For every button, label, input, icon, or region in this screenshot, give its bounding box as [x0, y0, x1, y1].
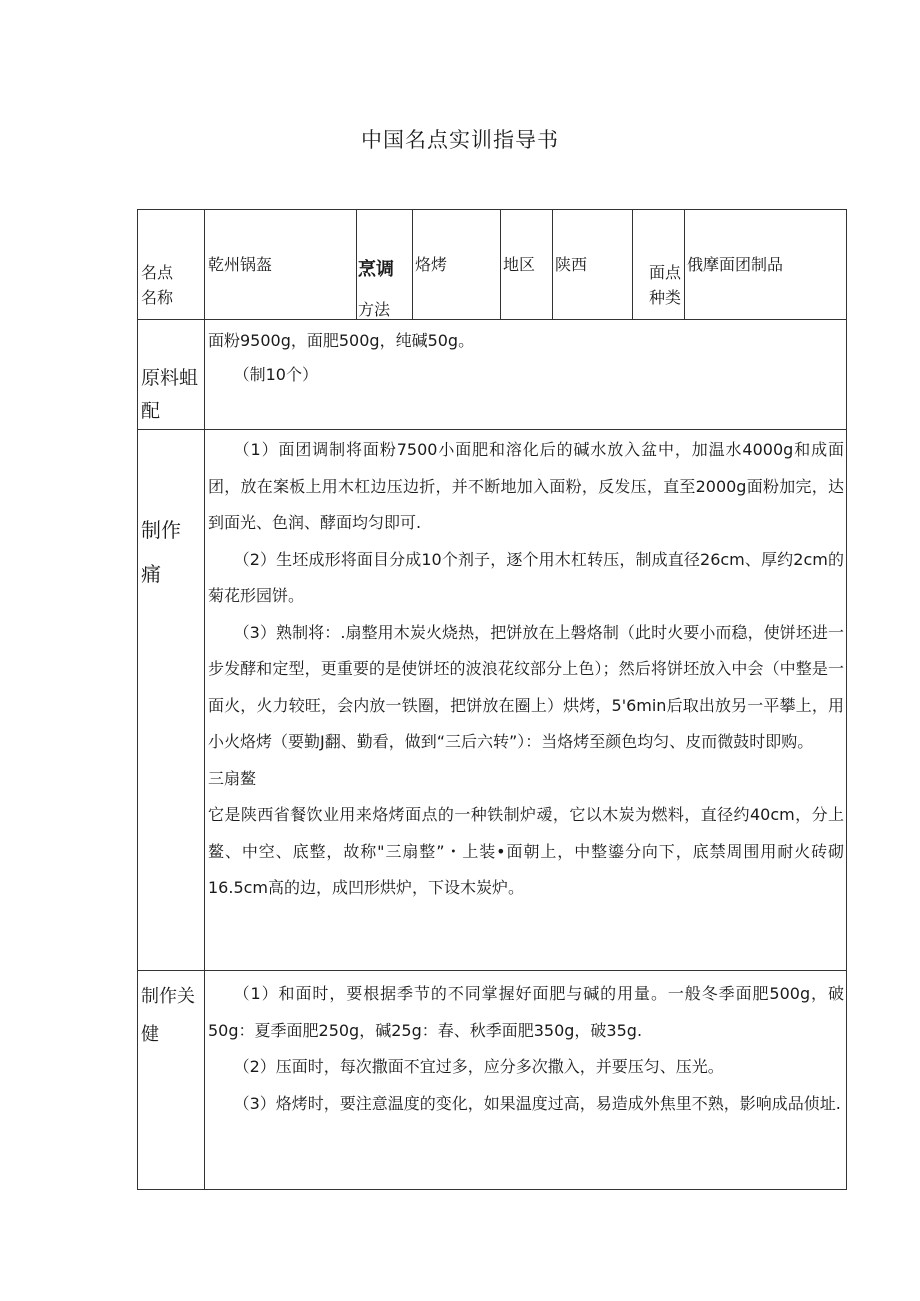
region-label: 地区	[503, 255, 536, 274]
ingredients-note: （制10个）	[233, 365, 318, 384]
method-label-bottom: 方法	[358, 300, 391, 319]
recipe-table	[137, 209, 847, 1190]
column-divider	[412, 210, 413, 319]
method-label-top: 烹调	[358, 259, 394, 280]
column-divider	[684, 210, 685, 319]
process-subheading: 三扇鳌	[208, 768, 257, 788]
column-divider	[356, 210, 357, 319]
page-title: 中国名点实训指导书	[361, 128, 559, 152]
region-value: 陕西	[555, 255, 588, 274]
key-point-2: （2）压面时，每次撒面不宜过多，应分多次撒入，并要压匀、压光。	[233, 1057, 724, 1076]
process-label: 制作 痛	[141, 518, 181, 586]
ingredients-content	[208, 324, 844, 392]
method-value: 烙烤	[415, 255, 448, 274]
column-divider	[632, 210, 633, 319]
key-point-1: （1）和面时，要根据季节的不同掌握好面肥与碱的用量。一般冬季面肥500g，破50g：夏季面肥250g，碱25g：春、秋季面肥350g，破35g.	[208, 984, 844, 1040]
name-label: 名点 名称	[141, 263, 174, 307]
ingredients-label: 原料蛆 配	[141, 367, 199, 422]
key-points-content	[208, 976, 844, 1122]
type-label: 面点 种类	[649, 263, 682, 307]
column-divider	[500, 210, 501, 319]
ingredients-line: 面粉9500g，面肥500g，纯碱50g。	[208, 331, 475, 350]
column-divider	[552, 210, 553, 319]
row-divider	[138, 970, 846, 971]
process-content	[208, 432, 844, 907]
process-step-2: （2）生坯成形将面目分成10个剂子，逐个用木杠转压，制成直径26cm、厚约2cm的菊花形园饼。	[208, 549, 844, 605]
process-description: 它是陕西省餐饮业用来烙烤面点的一种铁制炉叆，它以木炭为燃料，直径约40cm，分上鳌、中空、底整，故称"三扇整”・上装•面朝上，中整鎏分向下，底禁周围用耐火砖砌16.5cm高的边，成凹形烘炉，下设木炭炉。	[208, 805, 844, 897]
key-points-label: 制作关 健	[141, 986, 195, 1045]
type-value: 俄摩面团制品	[687, 255, 784, 274]
row-divider	[138, 429, 846, 430]
process-step-1: （1）面团调制将面粉7500小面肥和溶化后的碱水放入盆中，加温水4000g和成面团，放在案板上用木杠边压边折，并不断地加入面粉，反发压，直至2000g面粉加完，达到面光、色润、酵面均匀即可.	[208, 440, 844, 532]
key-point-3: （3）烙烤时，要注意温度的变化，如果温度过高，易造成外焦里不熟，影响成品侦址.	[233, 1093, 841, 1113]
process-step-3: （3）熟制将：.扇整用木炭火烧热，把饼放在上磐烙制（此时火要小而稳，使饼坯进一步发酵和定型，更重要的是使饼坯的波浪花纹部分上色）；然后将饼坯放入中会（中整是一面火，火力较旺，会内放一铁圈，把饼放在圈上）烘烤，5'6min后取出放另一平攀上，用小火烙烤（要勤J翻、勤看，做到“三后六转”）：当烙烤至颜色均匀、皮而微鼓时即购。	[208, 622, 844, 751]
row-divider	[138, 319, 846, 320]
name-value: 乾州锅盔	[208, 255, 273, 274]
